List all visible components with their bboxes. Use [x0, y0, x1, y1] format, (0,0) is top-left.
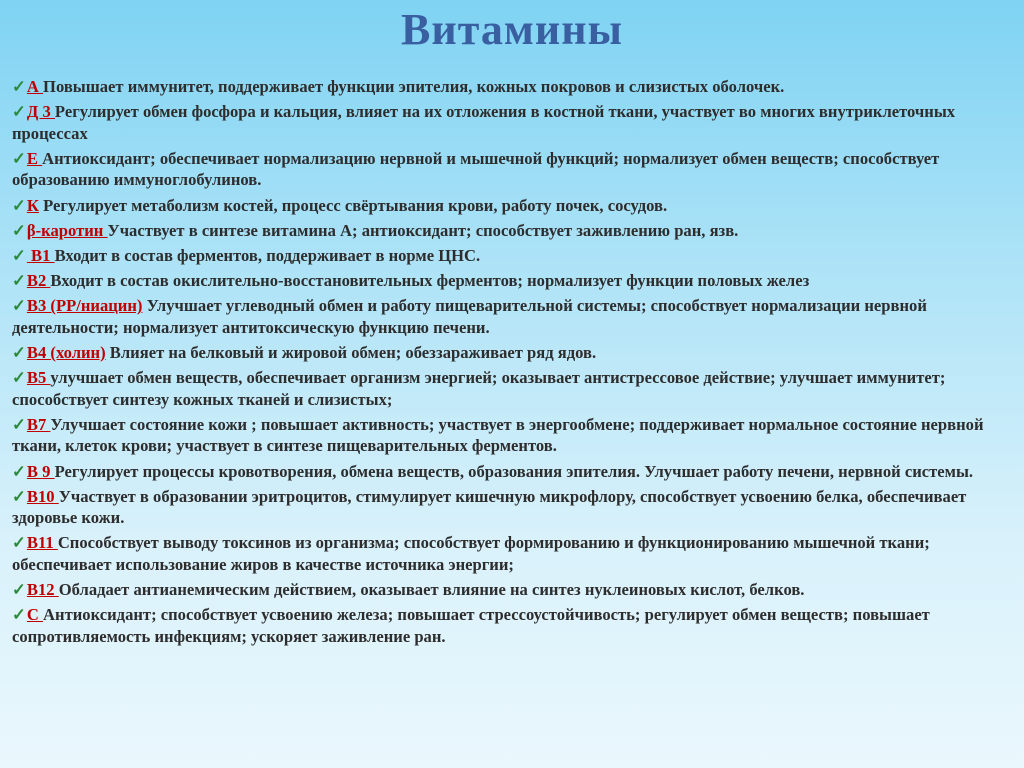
list-item [12, 195, 1016, 217]
list-item [12, 101, 1016, 144]
vitamin-name: В 9 [26, 461, 55, 481]
checkmark-icon: ✓ [12, 486, 26, 506]
vitamin-description: Регулирует процессы кровотворения, обмена веществ, образования эпителия. Улучшает работу печени, нервной системы. [54, 461, 974, 481]
list-item [12, 270, 1016, 292]
checkmark-icon: ✓ [12, 195, 26, 215]
list-item [12, 342, 1016, 364]
vitamin-description: Влияет на белковый и жировой обмен; обеззараживает ряд ядов. [105, 343, 597, 362]
vitamin-name: В1 [26, 245, 55, 265]
vitamin-name: Е [26, 148, 43, 168]
vitamin-name: В7 [26, 414, 51, 434]
vitamin-description: Антиоксидант; способствует усвоению железа; повышает стрессоустойчивость; регулирует обмен веществ; повышает сопротивляемость инфекциям; ускоряет заживление ран. [12, 605, 930, 646]
checkmark-icon: ✓ [12, 368, 26, 388]
vitamin-description: Обладает антианемическим действием, оказывает влияние на синтез нуклеиновых кислот, белков. [58, 580, 805, 600]
vitamin-description: Улучшает состояние кожи ; повышает активность; участвует в энергообмене; поддерживает нормальное состояние нервной ткани, клеток крови; участвует в синтезе пищеварительных ферментов. [12, 414, 984, 456]
vitamin-description: Повышает иммунитет, поддерживает функции эпителия, кожных покровов и слизистых оболочек. [43, 77, 785, 96]
list-item [12, 579, 1016, 601]
list-item [12, 245, 1016, 267]
list-item [12, 414, 1016, 457]
checkmark-icon: ✓ [12, 102, 26, 122]
checkmark-icon: ✓ [12, 220, 26, 240]
vitamin-description: Участвует в синтезе витамина А; антиоксидант; способствует заживлению ран, язв. [107, 220, 739, 240]
vitamin-name: В12 [26, 580, 59, 600]
checkmark-icon: ✓ [12, 580, 26, 600]
vitamin-description: Способствует выводу токсинов из организма; способствует формированию и функционированию мышечной ткани; обеспечивает использование жиров в качестве источника энергии; [12, 533, 930, 574]
list-item [12, 76, 1016, 98]
checkmark-icon: ✓ [12, 461, 26, 481]
list-item [12, 220, 1016, 242]
vitamin-name: В5 [26, 368, 51, 388]
vitamin-description: Участвует в образовании эритроцитов, стимулирует кишечную микрофлору, способствует усвоению белка, обеспечивает здоровье кожи. [12, 486, 967, 528]
vitamin-name: К [26, 195, 39, 215]
vitamin-name: В4 (холин) [26, 343, 106, 362]
vitamin-name: В2 [26, 271, 51, 291]
checkmark-icon: ✓ [12, 271, 26, 291]
vitamin-list [12, 76, 1016, 651]
checkmark-icon: ✓ [12, 533, 26, 553]
vitamin-name: В3 (РР/ниацин) [26, 296, 143, 316]
vitamin-name: В10 [26, 486, 59, 506]
vitamin-description: Входит в состав ферментов, поддерживает в норме ЦНС. [54, 245, 481, 265]
checkmark-icon: ✓ [12, 148, 26, 168]
vitamin-description: Улучшает углеводный обмен и работу пищеварительной системы; способствует нормализации нервной деятельности; нормализует антитоксическую функцию печени. [12, 296, 927, 337]
checkmark-icon: ✓ [12, 296, 26, 316]
page-title: Витамины [401, 5, 623, 54]
checkmark-icon: ✓ [12, 77, 26, 96]
checkmark-icon: ✓ [12, 605, 26, 625]
vitamin-description: улучшает обмен веществ, обеспечивает организм энергией; оказывает антистрессовое действие; улучшает иммунитет; способствует синтезу кожных тканей и слизистых; [12, 368, 946, 409]
vitamin-description: Регулирует метаболизм костей, процесс свёртывания крови, работу почек, сосудов. [38, 195, 668, 215]
checkmark-icon: ✓ [12, 245, 26, 265]
vitamin-name: β-каротин [26, 220, 108, 240]
vitamin-description: Регулирует обмен фосфора и кальция, влияет на их отложения в костной ткани, участвует во многих внутриклеточных процессах [12, 102, 956, 143]
vitamin-name: Д 3 [26, 102, 55, 122]
list-item [12, 295, 1016, 338]
vitamin-description: Антиоксидант; обеспечивает нормализацию нервной и мышечной функций; нормализует обмен веществ; способствует образованию иммуноглобулинов. [12, 148, 940, 190]
vitamin-description: Входит в состав окислительно-восстановительных ферментов; нормализует функции половых желез [50, 271, 810, 291]
vitamin-name: А [26, 77, 44, 96]
checkmark-icon: ✓ [12, 414, 26, 434]
list-item [12, 148, 1016, 191]
list-item [12, 532, 1016, 575]
vitamin-name: С [26, 605, 44, 625]
list-item [12, 367, 1016, 410]
list-item [12, 461, 1016, 483]
list-item [12, 604, 1016, 647]
checkmark-icon: ✓ [12, 343, 26, 362]
list-item [12, 486, 1016, 529]
vitamin-name: В11 [26, 533, 58, 553]
